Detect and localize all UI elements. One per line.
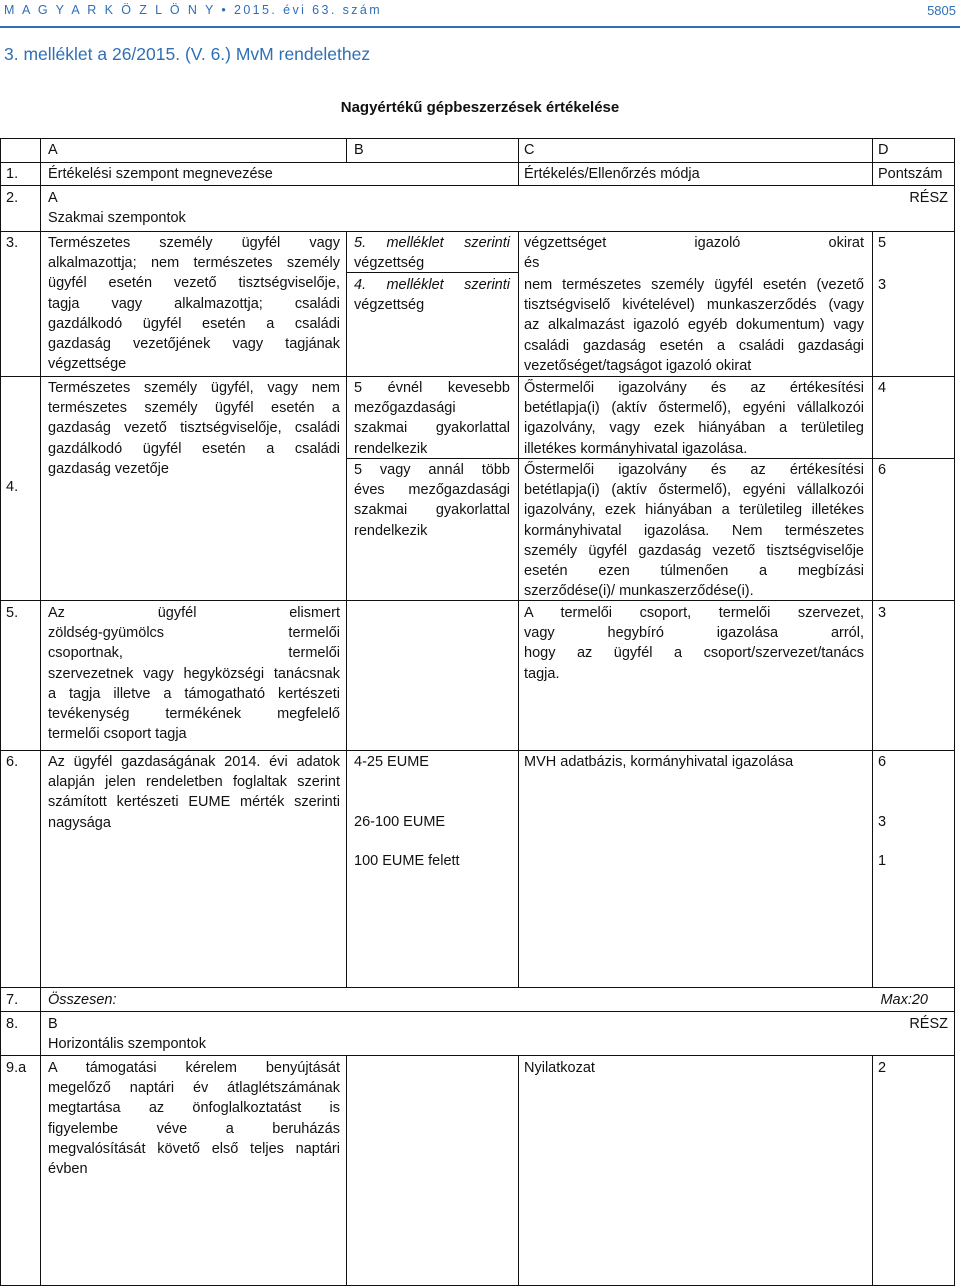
row-number: 9.a [6,1060,27,1076]
size-band: 100 EUME felett [354,853,460,869]
row-number: 2. [6,190,19,206]
criterion-text: Az ügyfél gazdaságának 2014. évi adatok alapján jelen rendeletben foglaltak szerint számított kertészeti EUME mérték szerinti nagysága [48,754,340,831]
size-band: 4-25 EUME [354,754,429,770]
rule [346,1055,347,1286]
verification-text: MVH adatbázis, kormányhivatal igazolása [524,754,794,770]
page-number: 5805 [927,3,956,18]
criterion-text: A támogatási kérelem benyújtását megelőző naptári év átlaglétszámának megtartása az önfoglalkoztatást is figyelembe véve a beruházás megvalósítását követő első teljes naptári évben [48,1060,340,1178]
verification-text: Őstermelői igazolvány és az értékesítési betétlapja(i) (aktív őstermelő), egyéni vállalkozói igazolvány, vagy ezek hiányában a területileg illetékes kormányhivatal igazolása. [524,380,864,457]
header-rule [0,26,960,28]
rule [0,231,955,232]
row-number: 7. [6,992,19,1008]
points-value: 1 [878,853,887,869]
rule [0,1285,955,1286]
section-label: RÉSZ [909,1016,948,1032]
rule [346,138,347,162]
page-header [0,0,960,30]
rule [518,231,519,987]
col-letter-b: B [354,142,364,158]
header-criterion: Értékelési szempont megnevezése [48,166,273,182]
col-letter-d: D [878,142,889,158]
points-value: 5 [878,235,887,251]
header-points: Pontszám [878,166,943,182]
row-number: 1. [6,166,19,182]
experience-option: 5 évnél kevesebb mezőgazdasági szakmai gyakorlattal rendelkezik [354,380,510,457]
verification-text: Nyilatkozat [524,1060,595,1076]
rule [872,231,873,987]
qualification-option: 4. melléklet szerinti végzettség [354,277,510,314]
rule [0,750,955,751]
points-value: 6 [878,462,887,478]
annex-title: 3. melléklet a 26/2015. (V. 6.) MvM rendelethez [4,44,371,64]
points-value: 3 [878,814,887,830]
criterion-text: Természetes személy ügyfél, vagy nem természetes személy ügyfél esetén a gazdaság vezető tisztségviselője, családi gazdálkodó ügyfél esetén a családi gazdaság vezetője [48,380,340,477]
rule [518,138,519,185]
verification-text: végzettséget igazoló okirat és [524,235,864,272]
col-letter-c: C [524,142,535,158]
section-letter: B [48,1016,58,1032]
rule [518,1055,519,1286]
col-letter-a: A [48,142,58,158]
rule [0,987,955,988]
row-number: 5. [6,605,19,621]
rule [0,1055,955,1056]
verification-text: nem természetes személy ügyfél esetén (vezető tisztségviselő kivételével) munkaszerződés (vagy az alkalmazást igazoló egyéb dokumentum) vagy családi gazdaság esetén a családi gazdasági vezetőséget/tagságot igazoló okirat [524,277,864,374]
rule [0,1011,955,1012]
row-number: 8. [6,1016,19,1032]
points-value: 2 [878,1060,887,1076]
rule [0,376,955,377]
rule [0,138,955,139]
rule [0,138,1,1286]
total-max: Max:20 [880,992,928,1008]
rule [954,138,955,1286]
total-label: Összesen: [48,992,117,1008]
criterion-text: Az ügyfél elismert zöldség-gyümölcs termelői csoportnak, termelői szervezetnek vagy hegyközségi tanácsnak a tagja illetve a támogatható kertészeti tevékenység termékének megfelelő termelői csoport tagja [48,605,340,743]
header-method: Értékelés/Ellenőrzés módja [524,166,700,182]
criterion-text: Természetes személy ügyfél vagy alkalmazottja; nem természetes személy ügyfél esetén vezető tisztségviselője, tagja vagy alkalmazottja; családi gazdálkodó ügyfél esetén a családi gazdaság vezetőjének vagy tagjának végzettsége [48,235,340,373]
rule [0,162,955,163]
experience-option: 5 vagy annál több éves mezőgazdasági szakmai gyakorlattal rendelkezik [354,462,510,539]
rule [40,138,41,1286]
row-number: 3. [6,235,19,251]
points-value: 3 [878,605,887,621]
verification-text: Őstermelői igazolvány és az értékesítési betétlapja(i) (aktív őstermelő), egyéni vállalkozói igazolvány, ezek hiányában a területileg illetékes kormányhivatal igazolása. Nem természetes személy ügyfél gazdaság vezető tisztségviselője esetén ezen túlmenően a megbízási szerződése(i)/ munkaszerződése(i). [524,462,864,600]
points-value: 6 [878,754,887,770]
rule [872,1055,873,1286]
section-letter: A [48,190,58,206]
row-number: 6. [6,754,19,770]
rule [346,231,347,987]
rule [872,138,873,185]
verification-text: A termelői csoport, termelői szervezet, vagy hegybíró igazolása arról, hogy az ügyfél a csoport/szervezet/tanács tagja. [524,605,864,682]
journal-title: M A G Y A R K Ö Z L Ö N Y • 2015. évi 63. szám [4,3,383,17]
rule [0,185,955,186]
row-number: 4. [6,479,19,495]
points-value: 4 [878,380,887,396]
points-value: 3 [878,277,887,293]
evaluation-table [0,138,955,1286]
size-band: 26-100 EUME [354,814,446,830]
section-title: Horizontális szempontok [48,1036,206,1052]
qualification-option: 5. melléklet szerinti végzettség [354,235,510,272]
document-title: Nagyértékű gépbeszerzések értékelése [340,99,620,116]
section-title: Szakmai szempontok [48,210,186,226]
section-label: RÉSZ [909,190,948,206]
